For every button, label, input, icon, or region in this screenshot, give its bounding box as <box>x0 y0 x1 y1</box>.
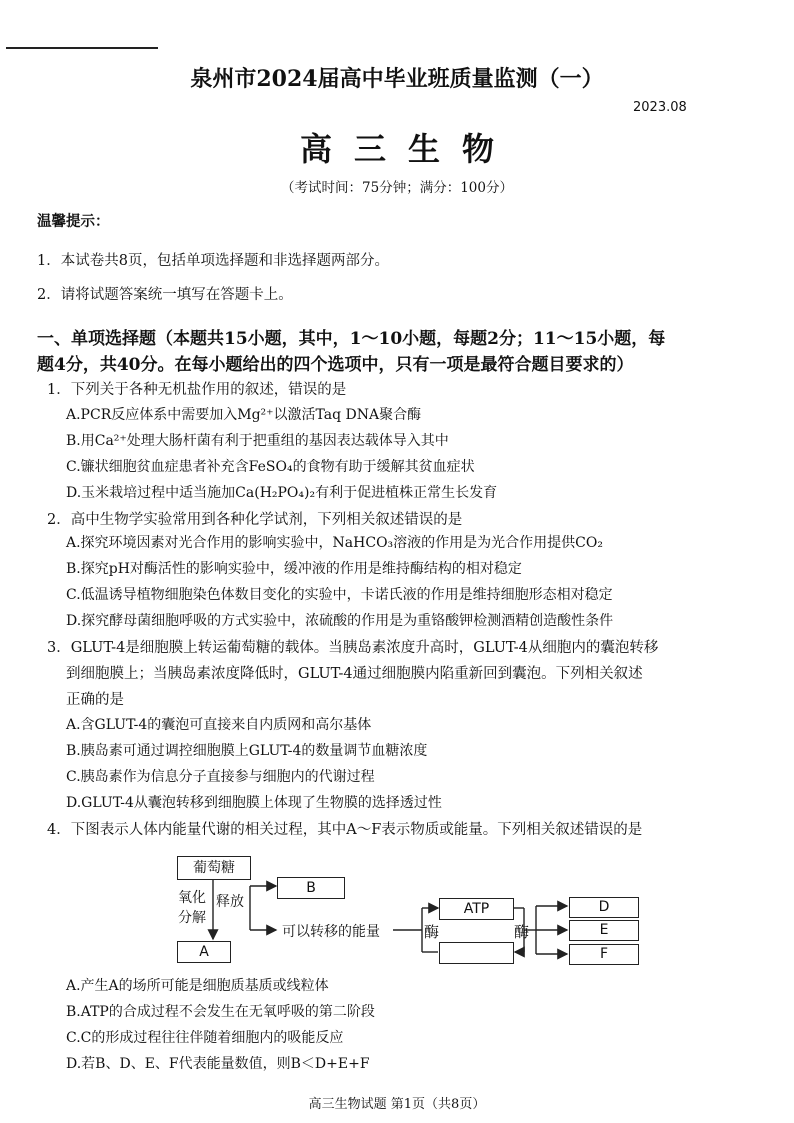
q3-option-b: B.胰岛素可通过调控细胞膜上GLUT-4的数量调节血糖浓度 <box>66 743 428 759</box>
q1-option-c: C.镰状细胞贫血症患者补充含FeSO₄的食物有助于缓解其贫血症状 <box>66 459 475 475</box>
q2-option-d: D.探究酵母菌细胞呼吸的方式实验中，浓硫酸的作用是为重铬酸钾检测酒精创造酸性条件 <box>66 613 614 629</box>
q4-option-c: C.C的形成过程往往伴随着细胞内的吸能反应 <box>66 1030 344 1046</box>
label-enzyme-right: 酶 <box>514 923 530 941</box>
q3-stem-line3: 正确的是 <box>66 692 124 708</box>
box-f: F <box>569 944 639 965</box>
label-release: 释放 <box>216 894 244 910</box>
q3-option-a: A.含GLUT-4的囊泡可直接来自内质网和高尔基体 <box>66 717 372 733</box>
q3-stem-line1: 3．GLUT-4是细胞膜上转运葡萄糖的载体。当胰岛素浓度升高时，GLUT-4从细胞内的囊泡转移 <box>47 640 659 656</box>
q1-option-a: A.PCR反应体系中需要加入Mg²⁺以激活Taq DNA聚合酶 <box>66 407 422 423</box>
q2-stem: 2．高中生物学实验常用到各种化学试剂，下列相关叙述错误的是 <box>47 512 463 528</box>
tips-heading: 温馨提示： <box>37 213 110 230</box>
q1-stem: 1．下列关于各种无机盐作用的叙述，错误的是 <box>47 382 347 398</box>
q3-stem-line2: 到细胞膜上；当胰岛素浓度降低时，GLUT-4通过细胞膜内陷重新回到囊泡。下列相关叙述 <box>66 666 643 682</box>
q1-option-d: D.玉米栽培过程中适当施加Ca(H₂PO₄)₂有利于促进植株正常生长发育 <box>66 485 498 501</box>
q2-option-b: B.探究pH对酶活性的影响实验中，缓冲液的作用是维持酶结构的相对稳定 <box>66 561 522 577</box>
subject-title: 高三生物 <box>299 130 516 168</box>
q1-option-b: B.用Ca²⁺处理大肠杆菌有利于把重组的基因表达载体导入其中 <box>66 433 449 449</box>
top-rule <box>6 47 158 49</box>
section-heading-line1: 一、单项选择题（本题共15小题，其中，1～10小题，每题2分；11～15小题，每 <box>37 329 666 349</box>
q4-option-a: A.产生A的场所可能是细胞质基质或线粒体 <box>66 978 329 994</box>
q4-option-d: D.若B、D、E、F代表能量数值，则B＜D+E+F <box>66 1056 370 1072</box>
page-footer: 高三生物试题 第1页（共8页） <box>308 1097 486 1112</box>
tip-item-2: 2．请将试题答案统一填写在答题卡上。 <box>37 287 293 303</box>
label-oxidation-1: 氧化 <box>178 890 206 906</box>
box-d: D <box>569 897 639 918</box>
box-a: A <box>177 941 231 963</box>
exam-info: （考试时间：75分钟；满分：100分） <box>281 180 513 196</box>
q3-option-d: D.GLUT-4从囊泡转移到细胞膜上体现了生物膜的选择透过性 <box>66 795 442 811</box>
q4-option-b: B.ATP的合成过程不会发生在无氧呼吸的第二阶段 <box>66 1004 375 1020</box>
section-heading-line2: 题4分，共40分。在每小题给出的四个选项中，只有一项是最符合题目要求的） <box>37 355 634 375</box>
tip-item-1: 1．本试卷共8页，包括单项选择题和非选择题两部分。 <box>37 253 389 269</box>
box-b: B <box>277 877 345 899</box>
q2-option-c: C.低温诱导植物细胞染色体数目变化的实验中，卡诺氏液的作用是维持细胞形态相对稳定 <box>66 587 613 603</box>
box-c <box>439 942 514 964</box>
box-c-label: C <box>471 945 482 961</box>
exam-date: 2023.08 <box>633 100 687 115</box>
label-transferable-energy: 可以转移的能量 <box>282 924 380 940</box>
q3-option-c: C.胰岛素作为信息分子直接参与细胞内的代谢过程 <box>66 769 375 785</box>
box-atp: ATP <box>439 898 514 920</box>
box-glucose: 葡萄糖 <box>177 856 251 880</box>
label-oxidation-2: 分解 <box>178 910 206 926</box>
exam-title: 泉州市2024届高中毕业班质量监测（一） <box>190 66 604 92</box>
box-e: E <box>569 920 639 941</box>
q4-stem: 4．下图表示人体内能量代谢的相关过程，其中A～F表示物质或能量。下列相关叙述错误的是 <box>47 822 643 838</box>
q2-option-a: A.探究环境因素对光合作用的影响实验中，NaHCO₃溶液的作用是为光合作用提供CO₂ <box>66 535 603 551</box>
label-enzyme-left: 酶 <box>424 923 440 941</box>
